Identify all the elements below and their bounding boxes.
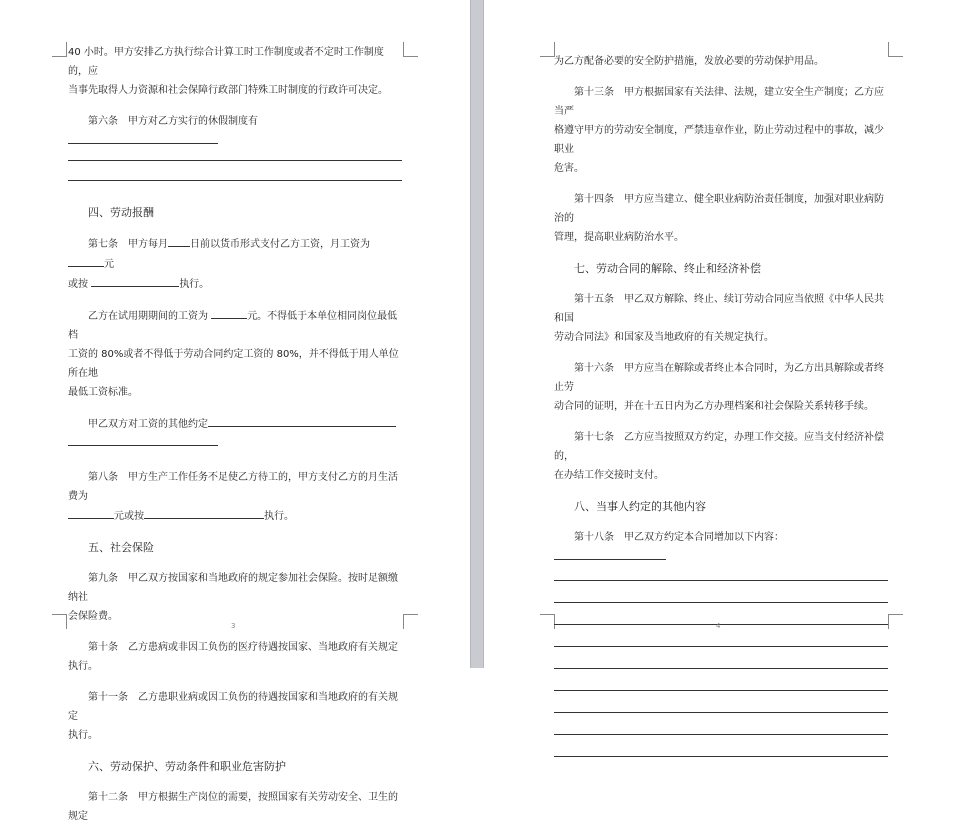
fill-blank[interactable] bbox=[68, 131, 218, 144]
article-text: 会保险费。 bbox=[68, 611, 118, 622]
article-12 bbox=[68, 788, 402, 826]
article-17 bbox=[554, 428, 888, 485]
fill-lines-group bbox=[554, 579, 888, 757]
article-text: 第十七条 乙方应当按照双方约定，办理工作交接。应当支付经济补偿的， bbox=[554, 432, 884, 462]
fill-line[interactable] bbox=[554, 755, 888, 757]
text-line: 乙方在试用期期间的工资为 bbox=[88, 311, 208, 322]
article-text: 劳动合同法》和国家及当地政府的有关规定执行。 bbox=[554, 332, 774, 343]
article-text: 第十二条 甲方根据生产岗位的需要，按照国家有关劳动安全、卫生的规定 bbox=[68, 792, 398, 822]
fill-line[interactable] bbox=[68, 159, 402, 161]
text-line: 为乙方配备必要的安全防护措施，发放必要的劳动保护用品。 bbox=[554, 56, 824, 67]
article-text: 动合同的证明，并在十五日内为乙方办理档案和社会保险关系转移手续。 bbox=[554, 401, 874, 412]
article-8 bbox=[68, 468, 402, 526]
text-line: 元。不得低于本单位相同岗位最低档 bbox=[68, 311, 398, 341]
page-gutter bbox=[470, 0, 484, 668]
article-16 bbox=[554, 359, 888, 416]
article-text: 第十条 乙方患病或非因工负伤的医疗待遇按国家、当地政府有关规定执行。 bbox=[68, 642, 398, 672]
fill-line[interactable] bbox=[554, 623, 888, 625]
document-page-3 bbox=[0, 0, 470, 822]
fill-blank[interactable] bbox=[554, 547, 666, 560]
article-text: 第十一条 乙方患职业病或因工负伤的待遇按国家和当地政府的有关规定 bbox=[68, 692, 398, 722]
section-heading-6: 六、劳动保护、劳动条件和职业危害防护 bbox=[88, 760, 286, 773]
page-body bbox=[554, 52, 888, 777]
fill-line[interactable] bbox=[554, 689, 888, 691]
article-text: 第六条 甲方对乙方实行的休假制度有 bbox=[88, 116, 258, 127]
other-wage-agreement bbox=[68, 414, 402, 434]
fill-line[interactable] bbox=[554, 645, 888, 647]
crop-mark bbox=[888, 614, 903, 629]
article-text: 第十六条 甲方应当在解除或者终止本合同时，为乙方出具解除或者终止劳 bbox=[554, 363, 884, 393]
article-14 bbox=[554, 190, 888, 247]
crop-mark bbox=[540, 42, 555, 57]
article-18 bbox=[554, 528, 888, 567]
article-text: 元或按 bbox=[114, 511, 144, 522]
fill-line[interactable] bbox=[554, 601, 888, 603]
crop-mark bbox=[52, 42, 67, 57]
article-text: 第十八条 甲乙双方约定本合同增加以下内容： bbox=[574, 532, 784, 543]
article-6 bbox=[68, 112, 402, 151]
paragraph-continued bbox=[554, 52, 888, 71]
text-line: 当事先取得人力资源和社会保障行政部门特殊工时制度的行政许可决定。 bbox=[68, 85, 388, 96]
article-text: 第十四条 甲方应当建立、健全职业病防治责任制度，加强对职业病防治的 bbox=[554, 194, 884, 224]
crop-mark bbox=[403, 614, 418, 629]
fill-blank[interactable] bbox=[211, 306, 247, 319]
article-text: 执行。 bbox=[68, 730, 98, 741]
article-text: 在办结工作交接时支付。 bbox=[554, 470, 664, 481]
fill-line[interactable] bbox=[68, 444, 218, 446]
section-heading-8: 八、当事人约定的其他内容 bbox=[574, 500, 706, 513]
fill-line[interactable] bbox=[554, 579, 888, 581]
article-text: 第八条 甲方生产工作任务不足使乙方待工的，甲方支付乙方的月生活费为 bbox=[68, 472, 398, 502]
fill-blank[interactable] bbox=[91, 274, 179, 287]
text-line: 40 小时。甲方安排乙方执行综合计算工时工作制度或者不定时工作制度的，应 bbox=[68, 47, 384, 77]
article-text: 第九条 甲乙双方按国家和当地政府的规定参加社会保险。按时足额缴纳社 bbox=[68, 573, 398, 603]
page-body bbox=[68, 43, 402, 838]
page-number: 3 bbox=[231, 622, 236, 630]
article-15 bbox=[554, 290, 888, 347]
article-text: 元 bbox=[104, 259, 114, 270]
fill-line[interactable] bbox=[554, 711, 888, 713]
page-number: 4 bbox=[716, 622, 721, 630]
article-text: 执行。 bbox=[179, 279, 210, 290]
article-text: 格遵守甲方的劳动安全制度，严禁违章作业，防止劳动过程中的事故，减少职业 bbox=[554, 125, 884, 155]
crop-mark bbox=[540, 614, 555, 629]
article-text: 第十三条 甲方根据国家有关法律、法规，建立安全生产制度；乙方应当严 bbox=[554, 87, 884, 117]
document-page-4 bbox=[484, 0, 953, 668]
section-heading-4: 四、劳动报酬 bbox=[88, 206, 154, 219]
fill-line[interactable] bbox=[554, 733, 888, 735]
text-line: 甲乙双方对工资的其他约定 bbox=[88, 419, 208, 430]
crop-mark bbox=[52, 614, 67, 629]
fill-blank[interactable] bbox=[208, 414, 396, 427]
paragraph-working-hours bbox=[68, 43, 402, 100]
section-heading-5: 五、社会保险 bbox=[88, 541, 154, 554]
text-line: 最低工资标准。 bbox=[68, 387, 138, 398]
article-9 bbox=[68, 569, 402, 626]
fill-line[interactable] bbox=[554, 667, 888, 669]
article-text: 第十五条 甲乙双方解除、终止、续订劳动合同应当依照《中华人民共和国 bbox=[554, 294, 884, 324]
fill-blank[interactable] bbox=[144, 506, 264, 519]
article-11 bbox=[68, 688, 402, 745]
article-text: 执行。 bbox=[264, 511, 294, 522]
article-text: 管理，提高职业病防治水平。 bbox=[554, 232, 684, 243]
fill-blank[interactable] bbox=[68, 506, 114, 519]
text-line: 工资的 80%或者不得低于劳动合同约定工资的 80%，并不得低于用人单位所在地 bbox=[68, 349, 399, 379]
fill-blank[interactable] bbox=[68, 254, 104, 267]
article-text: 第七条 甲方每月 bbox=[88, 239, 168, 250]
fill-blank[interactable] bbox=[168, 234, 190, 247]
fill-line[interactable] bbox=[68, 179, 402, 181]
article-13 bbox=[554, 83, 888, 178]
trial-wage-paragraph bbox=[68, 306, 402, 402]
article-text: 危害。 bbox=[554, 163, 584, 174]
article-10 bbox=[68, 638, 402, 676]
article-text: 或按 bbox=[68, 279, 88, 290]
article-7 bbox=[68, 234, 402, 294]
section-heading-7: 七、劳动合同的解除、终止和经济补偿 bbox=[574, 262, 761, 275]
crop-mark bbox=[403, 42, 418, 57]
crop-mark bbox=[888, 42, 903, 57]
article-text: 日前以货币形式支付乙方工资，月工资为 bbox=[190, 239, 370, 250]
